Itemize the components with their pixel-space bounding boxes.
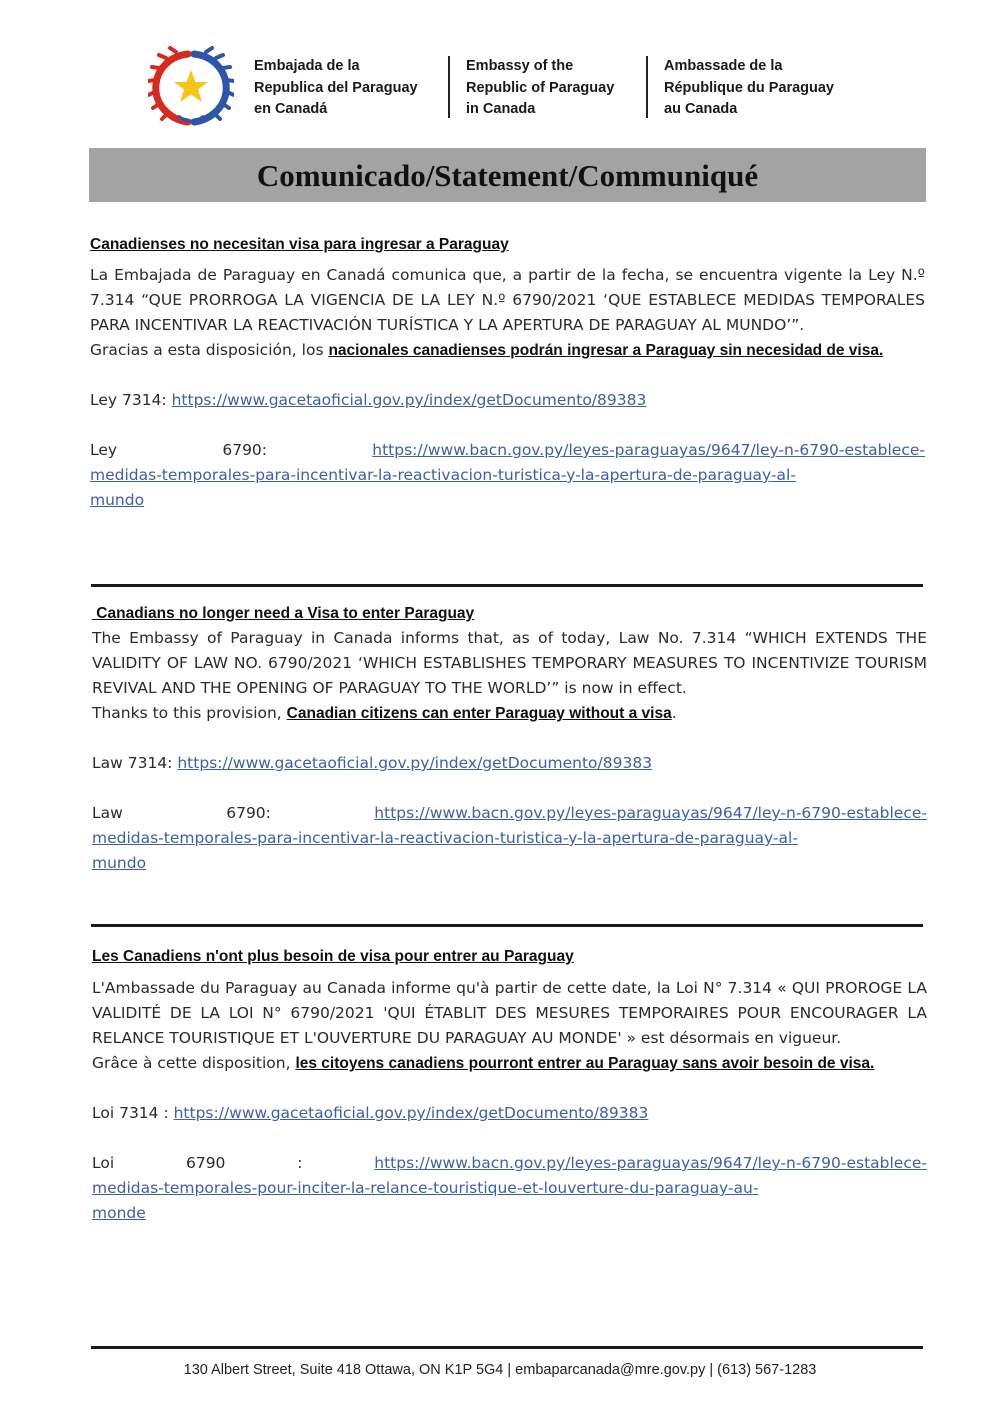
section-spanish [90,233,925,513]
law-reference [92,1101,927,1126]
section-english [92,602,927,876]
law-link[interactable]: https://www.bacn.gov.py/leyes-paraguayas/9647/ley-n-6790-establece- [374,1154,927,1172]
law-label: Loi 7314 : [92,1104,174,1122]
law-number: 6790: [226,804,271,822]
section-title: Canadians no longer need a Visa to enter Paraguay [92,605,475,622]
law-link[interactable]: https://www.gacetaoficial.gov.py/index/getDocumento/89383 [177,754,653,772]
paragraph [92,1051,927,1076]
header-line: Ambassade de la [664,58,783,74]
law-reference [90,388,925,413]
section-divider [91,924,923,927]
header-line: Embassy of the [466,58,574,74]
text: Gracias a esta disposición, los [90,341,329,359]
text: Thanks to this provision, [92,704,287,722]
paragraph: L'Ambassade du Paraguay au Canada informe qu'à partir de cette date, la Loi N° 7.314 « QUI PROROGE LA VALIDITÉ DE LA LOI N° 6790/2021 'QUI ÉTABLIT DES MESURES TEMPORAIRES POUR ENCOURAGER LA RELANCE TOURISTIQUE ET L'OUVERTURE DU PARAGUAY AU MONDE' » est désormais en vigueur. [92,979,927,1047]
section-divider [91,584,923,587]
law-colon: : [297,1154,303,1172]
law-link[interactable]: https://www.gacetaoficial.gov.py/index/getDocumento/89383 [173,1104,649,1122]
header-line: en Canadá [254,101,328,117]
law-reference [90,438,925,463]
paragraph: La Embajada de Paraguay en Canadá comunica que, a partir de la fecha, se encuentra vigente la Ley N.º 7.314 “QUE PRORROGA LA VIGENCIA DE LA LEY N.º 6790/2021 ‘QUE ESTABLECE MEDIDAS TEMPORALES PARA INCENTIVAR LA REACTIVACIÓN TURÍSTICA Y LA APERTURA DE PARAGUAY AL MUNDO’”. [90,266,925,334]
section-title: Canadienses no necesitan visa para ingresar a Paraguay [90,236,509,253]
header-divider [646,56,648,118]
header-line: Embajada de la [254,58,360,74]
paragraph: The Embassy of Paraguay in Canada informs that, as of today, Law No. 7.314 “WHICH EXTENDS THE VALIDITY OF LAW NO. 6790/2021 ‘WHICH ESTABLISHES TEMPORARY MEASURES TO INCENTIVIZE TOURISM REVIVAL AND THE OPENING OF PARAGUAY TO THE WORLD’” is now in effect. [92,629,927,697]
law-reference [92,751,927,776]
law-link[interactable]: mundo [92,854,147,872]
law-reference [92,1151,927,1176]
header-line: au Canada [664,101,738,117]
section-title: Les Canadiens n'ont plus besoin de visa pour entrer au Paraguay [92,948,574,965]
header-divider [448,56,450,118]
statement-banner: Comunicado/Statement/Communiqué [89,148,926,202]
footer-divider [91,1346,923,1349]
emphasis-text: les citoyens canadiens pourront entrer au Paraguay sans avoir besoin de visa. [295,1055,875,1072]
law-link[interactable]: mundo [90,491,145,509]
law-number: 6790: [222,441,268,459]
emphasis-text: nacionales canadienses podrán ingresar a Paraguay sin necesidad de visa. [328,342,884,359]
law-label: Law 7314: [92,754,178,772]
paragraph [90,338,925,363]
header-spanish [254,56,418,121]
header-line: Republic of Paraguay [466,79,615,96]
section-french [92,945,927,1226]
law-link[interactable]: medidas-temporales-para-incentivar-la-reactivacion-turistica-y-la-apertura-de-paraguay-al- [92,829,798,847]
law-link[interactable]: medidas-temporales-para-incentivar-la-reactivacion-turistica-y-la-apertura-de-paraguay-al- [90,466,796,484]
law-link[interactable]: https://www.bacn.gov.py/leyes-paraguayas/9647/ley-n-6790-establece- [372,441,925,459]
law-link[interactable]: monde [92,1204,146,1222]
footer-contact: 130 Albert Street, Suite 418 Ottawa, ON K1P 5G4 | embaparcanada@mre.gov.py | (613) 567-1283 [183,1362,817,1378]
header-french [664,56,834,121]
law-number: 6790 [185,1154,226,1172]
law-label: Ley 7314: [90,391,172,409]
header-line: in Canada [466,101,536,117]
header-line: Republica del Paraguay [254,79,418,96]
law-link[interactable]: medidas-temporales-pour-inciter-la-relance-touristique-et-louverture-du-paraguay-au- [92,1179,759,1197]
law-reference [92,801,927,826]
law-label: Ley [90,441,118,459]
law-link[interactable]: https://www.gacetaoficial.gov.py/index/getDocumento/89383 [171,391,647,409]
law-link[interactable]: https://www.bacn.gov.py/leyes-paraguayas/9647/ley-n-6790-establece- [374,804,927,822]
header-line: République du Paraguay [664,79,834,96]
emphasis-text: Canadian citizens can enter Paraguay without a visa [286,705,672,722]
letterhead [148,46,908,126]
law-label: Loi [92,1154,115,1172]
paragraph [92,701,927,726]
text: . [671,704,677,722]
text: Grâce à cette disposition, [92,1054,296,1072]
paraguay-seal-icon [148,46,234,126]
header-english [466,56,614,121]
law-label: Law [92,804,123,822]
